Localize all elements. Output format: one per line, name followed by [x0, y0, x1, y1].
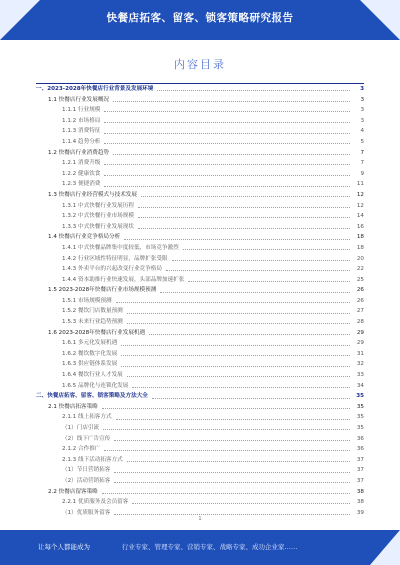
toc-leader-dots — [138, 228, 350, 229]
toc-entry-page: 26 — [356, 287, 364, 294]
toc-entry-title: 1.2.3 便捷消费 — [62, 179, 102, 190]
toc-entry-title: 1.1 快餐店行业发展概况 — [48, 95, 111, 106]
toc-entry-title: 1.4.2 行业区域性特征明显，品牌扩张受限 — [62, 254, 170, 265]
toc-entry-title: 1.2.2 健康饮食 — [62, 169, 102, 180]
toc-leader-dots — [141, 196, 350, 197]
toc-entry[interactable] — [36, 476, 364, 487]
toc-leader-dots — [121, 345, 350, 346]
toc-entry-page: 27 — [356, 308, 364, 315]
toc-leader-dots — [104, 111, 350, 112]
toc-entry-page: 9 — [360, 170, 364, 177]
toc-leader-dots — [114, 472, 350, 473]
toc-entry-title: 1.2 快餐店行业消费趋势 — [48, 148, 111, 159]
toc-entry-page: 3 — [360, 86, 364, 92]
toc-entry[interactable] — [36, 105, 364, 116]
toc-leader-dots — [104, 133, 350, 134]
toc-entry[interactable] — [36, 222, 364, 233]
toc-entry-title: 1.6 2023-2028年快餐店行业发展机遇 — [48, 328, 147, 339]
toc-entry-title: 1.1.2 市场格局 — [62, 116, 102, 127]
toc-entry-title: 1.6.2 餐饮数字化发展 — [62, 349, 119, 360]
toc-entry-page: 4 — [360, 128, 364, 135]
toc-leader-dots — [102, 408, 350, 409]
toc-entry-title: 1.5.3 未来行业趋势预测 — [62, 317, 125, 328]
toc-entry[interactable] — [36, 391, 364, 402]
toc-entry[interactable] — [36, 317, 364, 328]
toc-entry-page: 37 — [356, 456, 364, 463]
toc-leader-dots — [114, 440, 350, 441]
toc-heading: 内容目录 — [174, 58, 226, 71]
toc-leader-dots — [172, 260, 350, 261]
toc-entry-page: 35 — [356, 425, 364, 431]
toc-entry-page: 29 — [356, 340, 364, 347]
toc-entry-title: 1.3.2 中式快餐行业市场规模 — [62, 211, 136, 222]
toc-entry[interactable] — [36, 423, 364, 434]
toc-entry-title: 1.4.3 外卖平台的兴起改变行业竞争格局 — [62, 264, 164, 275]
toc-entry-page: 7 — [360, 149, 364, 156]
toc-entry[interactable] — [36, 328, 364, 339]
toc-leader-dots — [104, 186, 350, 187]
toc-entry-page: 12 — [356, 202, 364, 209]
toc-leader-dots — [116, 302, 350, 303]
toc-entry-page: 32 — [356, 361, 364, 368]
toc-entry-page: 3 — [360, 107, 364, 114]
toc-entry[interactable] — [36, 254, 364, 265]
toc-entry[interactable] — [36, 285, 364, 296]
toc-leader-dots — [121, 355, 350, 356]
toc-entry-page: 35 — [356, 403, 364, 410]
toc-leader-dots — [113, 154, 350, 155]
toc-entry[interactable] — [36, 349, 364, 360]
toc-entry-page: 28 — [356, 319, 364, 326]
toc-leader-dots — [114, 482, 350, 483]
toc-leader-dots — [104, 164, 350, 165]
toc-leader-dots — [121, 366, 350, 367]
toc-entry-page: 18 — [356, 244, 364, 251]
toc-entry-title: （2）活动营销拓客 — [62, 476, 112, 487]
toc-entry-title: 2.1.3 线下活动拓客方式 — [62, 455, 125, 466]
toc-entry[interactable] — [36, 296, 364, 307]
toc-entry[interactable] — [36, 190, 364, 201]
toc-entry[interactable] — [36, 232, 364, 243]
toc-entry[interactable] — [36, 402, 364, 413]
toc-entry-page: 33 — [356, 372, 364, 379]
toc-leader-dots — [104, 175, 350, 176]
toc-entry-title: 1.5.2 餐饮门店数量预测 — [62, 306, 125, 317]
toc-entry[interactable] — [36, 126, 364, 137]
toc-entry-page: 37 — [356, 467, 364, 474]
toc-leader-dots — [127, 323, 350, 324]
toc-leader-dots — [104, 122, 350, 123]
toc-entry[interactable] — [36, 211, 364, 222]
toc-entry-title: 2.2 快餐店留客策略 — [48, 487, 100, 498]
toc-entry-page: 38 — [356, 499, 364, 506]
toc-entry-page: 38 — [356, 488, 364, 495]
toc-leader-dots — [104, 450, 350, 451]
toc-leader-dots — [166, 270, 350, 271]
toc-entry[interactable] — [36, 95, 364, 106]
toc-entry-page: 35 — [356, 393, 364, 400]
toc-leader-dots — [138, 207, 350, 208]
toc-entry[interactable] — [36, 487, 364, 498]
toc-entry-title: 2.1.1 线上拓客方式 — [62, 412, 114, 423]
toc-leader-dots — [132, 503, 350, 504]
toc-leader-dots — [114, 514, 350, 515]
toc-leader-dots — [160, 292, 350, 293]
toc-leader-dots — [127, 461, 350, 462]
page-number: 1 — [198, 516, 202, 522]
toc-entry[interactable] — [36, 338, 364, 349]
toc-entry-title: 2.1.2 合作推广 — [62, 444, 102, 455]
page-footer — [0, 530, 400, 565]
toc-leader-dots — [103, 429, 350, 430]
toc-entry-title: 1.4 快餐店行业竞争格局分析 — [48, 232, 122, 243]
table-of-contents — [36, 83, 364, 518]
page-header — [0, 0, 400, 40]
toc-entry-title: 2.1 快餐店拓客策略 — [48, 402, 100, 413]
toc-entry[interactable] — [36, 275, 364, 286]
toc-leader-dots — [127, 313, 350, 314]
toc-leader-dots — [149, 334, 350, 335]
toc-leader-dots — [113, 101, 350, 102]
toc-leader-dots — [183, 249, 350, 250]
toc-leader-dots — [127, 376, 350, 377]
toc-entry-title: 1.2.1 消费升级 — [62, 158, 102, 169]
toc-entry-page: 26 — [356, 297, 364, 304]
footer-slogan-detail: 行业专家、管理专家、营销专家、战略专家、成功企业家…… — [122, 543, 298, 551]
toc-entry-page: 5 — [360, 138, 364, 145]
footer-corner — [370, 530, 400, 565]
toc-entry-title: 一、2023-2028年快餐店行业背景及发展环境 — [36, 84, 155, 95]
toc-entry-title: （1）门店引流 — [62, 423, 101, 434]
toc-entry[interactable] — [36, 412, 364, 423]
toc-entry[interactable] — [36, 306, 364, 317]
toc-entry-title: 2.2.1 优质服务及会员留客 — [62, 497, 130, 508]
toc-entry[interactable] — [36, 359, 364, 370]
toc-leader-dots — [188, 281, 350, 282]
toc-entry-page: 31 — [356, 350, 364, 357]
toc-leader-dots — [152, 398, 350, 399]
toc-entry[interactable] — [36, 455, 364, 466]
toc-entry-page: 36 — [356, 446, 364, 453]
toc-entry-page: 3 — [360, 117, 364, 124]
toc-entry-title: 1.4.4 资本助推行业快速发展，头部品牌加速扩张 — [62, 275, 186, 286]
toc-entry[interactable] — [36, 497, 364, 508]
toc-entry-title: 1.3.3 中式快餐行业发展现状 — [62, 222, 136, 233]
toc-leader-dots — [132, 387, 350, 388]
toc-entry[interactable] — [36, 137, 364, 148]
toc-leader-dots — [124, 239, 350, 240]
toc-entry[interactable] — [36, 148, 364, 159]
toc-entry-page: 12 — [356, 191, 364, 198]
toc-entry-title: 1.1.4 趋势分析 — [62, 137, 102, 148]
footer-slogan: 让每个人都能成为 — [38, 543, 90, 551]
toc-entry-title: 1.4.1 中式快餐品牌集中度较低，市场竞争激烈 — [62, 243, 181, 254]
toc-entry-title: 1.3.1 中式快餐行业发展历程 — [62, 201, 136, 212]
toc-entry-title: 二、快餐店拓客、留客、锁客策略及方法大全 — [36, 391, 150, 402]
toc-entry-title: （2）线下广告宣传 — [62, 434, 112, 445]
toc-entry-page: 25 — [356, 276, 364, 283]
toc-entry[interactable] — [36, 465, 364, 476]
toc-leader-dots — [102, 493, 350, 494]
toc-entry-page: 20 — [356, 255, 364, 262]
toc-entry[interactable] — [36, 201, 364, 212]
toc-entry-page: 18 — [356, 234, 364, 241]
toc-entry-title: （1）节日营销拓客 — [62, 465, 112, 476]
toc-entry-title: 1.6.5 品牌化与连锁化发展 — [62, 381, 130, 392]
toc-entry[interactable] — [36, 169, 364, 180]
toc-entry-page: 37 — [356, 477, 364, 484]
toc-entry-title: 1.6.1 多元化发展机遇 — [62, 338, 119, 349]
toc-entry[interactable] — [36, 116, 364, 127]
toc-leader-dots — [138, 217, 350, 218]
toc-entry-title: 1.3 快餐店行业经营模式与技术发展 — [48, 190, 139, 201]
toc-leader-dots — [157, 90, 350, 91]
toc-entry[interactable] — [36, 370, 364, 381]
toc-entry[interactable] — [36, 158, 364, 169]
toc-entry[interactable] — [36, 434, 364, 445]
toc-entry-title: 1.6.3 供应链体系发展 — [62, 359, 119, 370]
toc-entry-page: 34 — [356, 382, 364, 389]
toc-entry-page: 39 — [356, 509, 364, 516]
toc-leader-dots — [104, 143, 350, 144]
toc-entry-page: 35 — [356, 414, 364, 421]
toc-entry-title: 1.1.1 行业规模 — [62, 105, 102, 116]
toc-entry-page: 7 — [360, 160, 364, 167]
toc-entry-title: 1.6.4 餐饮行业人才发展 — [62, 370, 125, 381]
toc-entry-page: 14 — [356, 213, 364, 220]
toc-entry[interactable] — [36, 381, 364, 392]
toc-entry[interactable] — [36, 179, 364, 190]
report-title: 快餐店拓客、留客、锁客策略研究报告 — [106, 12, 294, 24]
toc-entry-title: 1.5.1 市场规模预测 — [62, 296, 114, 307]
toc-entry-page: 16 — [356, 223, 364, 230]
toc-entry-title: 1.5 2023-2028年快餐店行业市场规模预测 — [48, 285, 158, 296]
toc-entry-page: 36 — [356, 435, 364, 442]
toc-leader-dots — [116, 419, 350, 420]
toc-entry-page: 22 — [356, 266, 364, 273]
toc-entry-title: （1）优质服务留客 — [62, 508, 112, 519]
toc-entry-title: 1.1.3 消费特征 — [62, 126, 102, 137]
toc-entry-page: 3 — [360, 96, 364, 103]
toc-entry[interactable] — [36, 264, 364, 275]
toc-entry[interactable] — [36, 83, 364, 95]
toc-entry[interactable] — [36, 243, 364, 254]
toc-entry-page: 29 — [356, 329, 364, 336]
toc-entry-page: 11 — [356, 181, 364, 188]
toc-entry[interactable] — [36, 444, 364, 455]
